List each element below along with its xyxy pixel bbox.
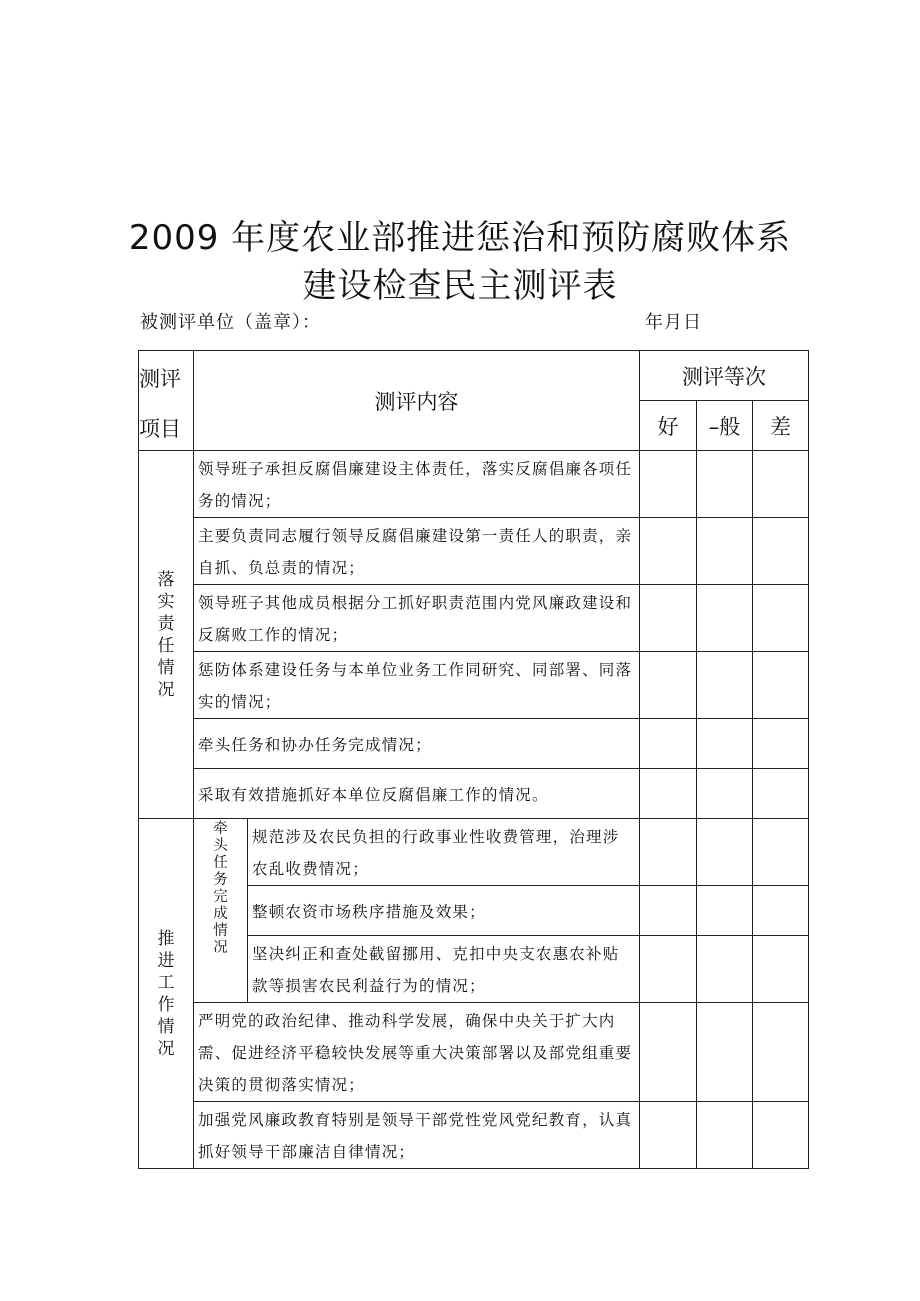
header-content: 测评内容 bbox=[194, 351, 640, 451]
content-cell: 整顿农资市场秩序措施及效果； bbox=[248, 886, 640, 936]
header-grade-group: 测评等次 bbox=[640, 351, 809, 401]
grade-cell-average[interactable] bbox=[697, 819, 753, 886]
grade-cell-poor[interactable] bbox=[753, 886, 809, 936]
grade-cell-good[interactable] bbox=[640, 451, 697, 518]
grade-cell-good[interactable] bbox=[640, 1102, 697, 1169]
grade-cell-good[interactable] bbox=[640, 886, 697, 936]
grade-cell-good[interactable] bbox=[640, 819, 697, 886]
grade-cell-average[interactable] bbox=[697, 518, 753, 585]
header-grade-good: 好 bbox=[640, 401, 697, 451]
grade-cell-good[interactable] bbox=[640, 719, 697, 769]
grade-cell-average[interactable] bbox=[697, 1003, 753, 1102]
header-item bbox=[139, 351, 194, 451]
content-cell: 采取有效措施抓好本单位反腐倡廉工作的情况。 bbox=[194, 769, 640, 819]
grade-cell-good[interactable] bbox=[640, 936, 697, 1003]
content-cell: 规范涉及农民负担的行政事业性收费管理，治理涉农乱收费情况； bbox=[248, 819, 640, 886]
content-cell: 惩防体系建设任务与本单位业务工作同研究、同部署、同落实的情况； bbox=[194, 652, 640, 719]
header-item-top: 测评 bbox=[139, 367, 181, 391]
date-label: 年月日 bbox=[645, 312, 702, 333]
content-cell: 领导班子承担反腐倡廉建设主体责任，落实反腐倡廉各项任务的情况； bbox=[194, 451, 640, 518]
grade-cell-average[interactable] bbox=[697, 936, 753, 1003]
grade-cell-poor[interactable] bbox=[753, 819, 809, 886]
grade-cell-poor[interactable] bbox=[753, 1102, 809, 1169]
grade-cell-average[interactable] bbox=[697, 451, 753, 518]
header-grade-poor: 差 bbox=[753, 401, 809, 451]
content-cell: 坚决纠正和查处截留挪用、克扣中央支农惠农补贴款等损害农民利益行为的情况； bbox=[248, 936, 640, 1003]
grade-cell-average[interactable] bbox=[697, 585, 753, 652]
grade-cell-poor[interactable] bbox=[753, 769, 809, 819]
grade-cell-good[interactable] bbox=[640, 585, 697, 652]
evaluation-table bbox=[138, 350, 809, 1169]
content-cell: 领导班子其他成员根据分工抓好职责范围内党风廉政建设和反腐败工作的情况； bbox=[194, 585, 640, 652]
grade-cell-average[interactable] bbox=[697, 1102, 753, 1169]
grade-cell-average[interactable] bbox=[697, 769, 753, 819]
grade-cell-poor[interactable] bbox=[753, 719, 809, 769]
grade-cell-poor[interactable] bbox=[753, 936, 809, 1003]
header-item-bottom: 项目 bbox=[139, 417, 181, 441]
grade-cell-poor[interactable] bbox=[753, 652, 809, 719]
page-title-line2: 建设检查民主测评表 bbox=[302, 266, 618, 306]
grade-cell-average[interactable] bbox=[697, 652, 753, 719]
grade-cell-average[interactable] bbox=[697, 719, 753, 769]
section-label-progress: 推进工作情况 bbox=[139, 819, 194, 1169]
grade-cell-average[interactable] bbox=[697, 886, 753, 936]
content-cell: 加强党风廉政教育特别是领导干部党性党风党纪教育，认真抓好领导干部廉洁自律情况； bbox=[194, 1102, 640, 1169]
sub-label-lead-tasks: 牵头任务完成情况 bbox=[194, 819, 248, 1003]
grade-cell-good[interactable] bbox=[640, 518, 697, 585]
page-title-line1: 2009 年度农业部推进惩治和预防腐败体系 bbox=[128, 218, 792, 258]
content-cell: 严明党的政治纪律、推动科学发展，确保中央关于扩大内需、促进经济平稳较快发展等重大决策部署以及部党组重要决策的贯彻落实情况； bbox=[194, 1003, 640, 1102]
grade-cell-good[interactable] bbox=[640, 652, 697, 719]
grade-cell-poor[interactable] bbox=[753, 451, 809, 518]
content-cell: 牵头任务和协办任务完成情况； bbox=[194, 719, 640, 769]
grade-cell-poor[interactable] bbox=[753, 1003, 809, 1102]
grade-cell-good[interactable] bbox=[640, 1003, 697, 1102]
content-cell: 主要负责同志履行领导反腐倡廉建设第一责任人的职责，亲自抓、负总责的情况； bbox=[194, 518, 640, 585]
header-grade-average: –般 bbox=[697, 401, 753, 451]
grade-cell-poor[interactable] bbox=[753, 585, 809, 652]
grade-cell-good[interactable] bbox=[640, 769, 697, 819]
grade-cell-poor[interactable] bbox=[753, 518, 809, 585]
section-label-responsibility: 落实责任情况 bbox=[139, 451, 194, 819]
evaluated-unit-label: 被测评单位（盖章）： bbox=[140, 312, 321, 333]
